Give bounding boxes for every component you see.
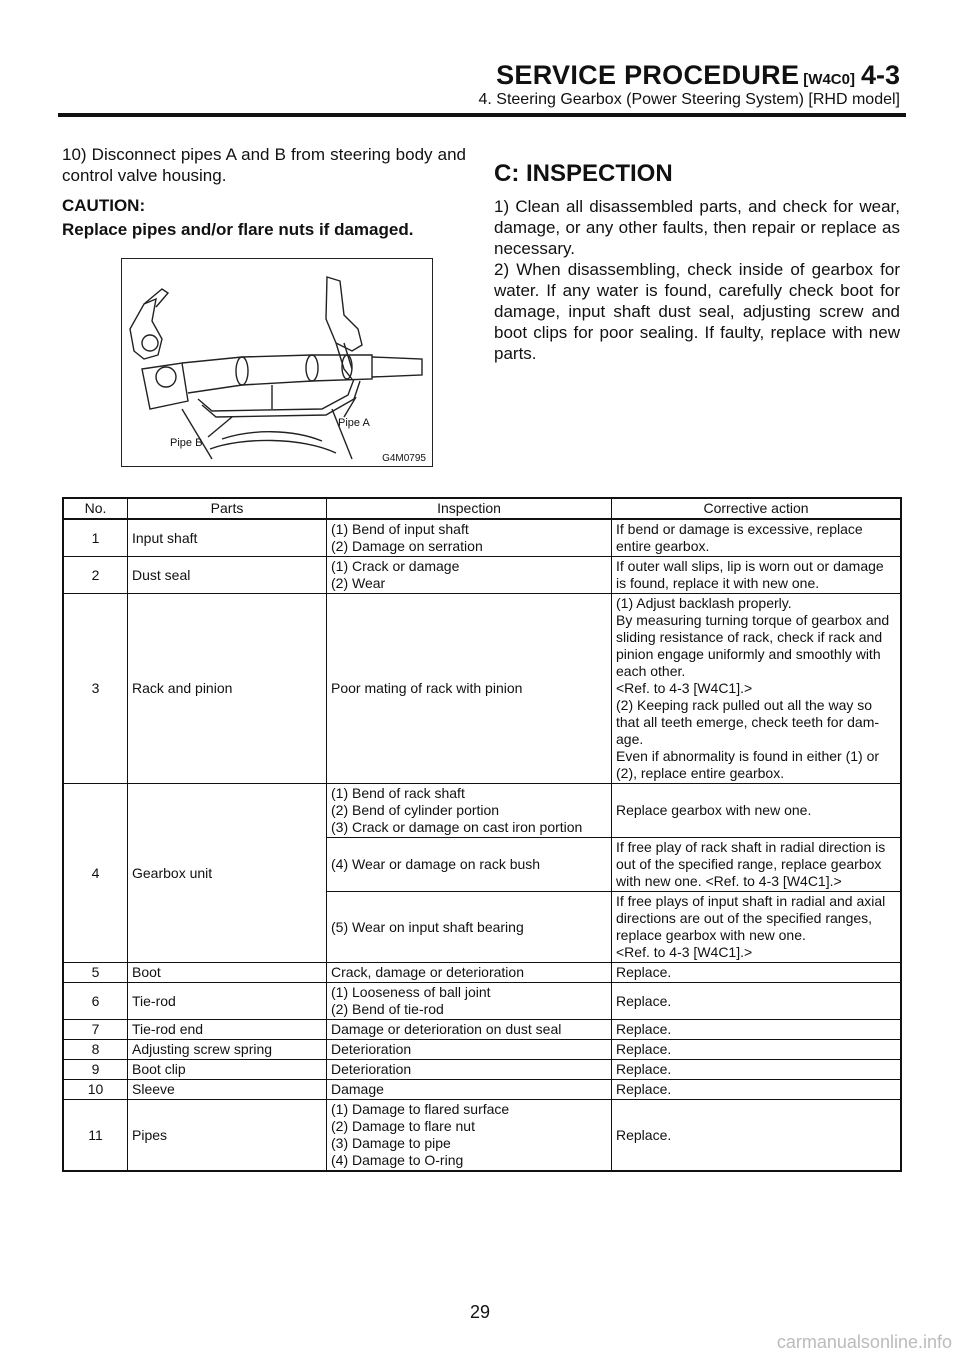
table-body [63,519,901,1171]
header-subtitle: 4. Steering Gearbox (Power Steering System) [RHD model] [478,91,900,108]
cell-line: Damage or deterioration on dust seal [331,1021,562,1037]
inspection-step-1: 1) Clean all disassembled parts, and check for wear, damage, or any other faults, then repair or replace as necessary. [494,197,900,258]
cell-line: <Ref. to 4-3 [W4C1].> [616,680,753,696]
row-inspection [327,1060,612,1080]
cell-line: Replace. [616,1126,672,1143]
cell-line: (2) Damage to flare nut [331,1118,475,1134]
watermark: carmanualsonline.info [776,1332,952,1352]
row-no: 10 [63,1080,128,1100]
cell-line: If free play of rack shaft in radial direction is out of the specified range, replace gearbox with new one. <Ref. to 4-3 [W4C1].> [616,839,886,889]
cell-line: (1) Looseness of ball joint [331,984,491,1000]
cell-line: (1) Adjust backlash properly. [616,595,792,611]
table-row [63,983,901,1020]
row-inspection [327,1020,612,1040]
row-inspection [327,1080,612,1100]
row-part: Dust seal [128,557,327,594]
cell-line: Even if abnormality is found in either (1) or (2), replace entire gearbox. [616,748,880,781]
header-rule [58,113,906,117]
row-corrective-action [612,1080,902,1100]
cell-line: (3) Crack or damage on cast iron portion [331,819,583,835]
cell-line: (2) Bend of tie-rod [331,1001,444,1017]
header-code: [W4C0] [803,71,855,88]
cell-line: (3) Damage to pipe [331,1135,451,1151]
cell-line: If free plays of input shaft in radial and axial directions are out of the specified ranges, replace gearbox with new one. [616,893,886,943]
row-no: 9 [63,1060,128,1080]
row-no: 4 [63,784,128,963]
row-inspection [327,594,612,784]
row-corrective-action [612,838,902,892]
table-header-row [63,498,901,519]
cell-line: Replace gearbox with new one. [616,802,812,818]
row-inspection [327,557,612,594]
row-no: 11 [63,1100,128,1172]
cell-line: (1) Bend of input shaft [331,521,469,537]
table-row [63,963,901,983]
cell-line: Replace. [616,1061,672,1077]
row-no: 3 [63,594,128,784]
cell-line: Replace. [616,1041,672,1057]
row-corrective-action [612,594,902,784]
row-corrective-action [612,983,902,1020]
cell-line: Replace. [616,1021,672,1037]
cell-line: (1) Damage to flared surface [331,1101,510,1117]
caution-heading: CAUTION: [62,196,146,215]
cell-line: Poor mating of rack with pinion [331,680,523,696]
header-corrective-action: Corrective action [612,498,902,519]
row-no: 7 [63,1020,128,1040]
caution-text: Replace pipes and/or flare nuts if damaged. [62,220,414,239]
header-section: 4-3 [860,60,900,90]
row-no: 2 [63,557,128,594]
row-part: Sleeve [128,1080,327,1100]
header-title: SERVICE PROCEDURE [496,60,800,90]
row-no: 8 [63,1040,128,1060]
table-row [63,1040,901,1060]
inspection-step-2: 2) When disassembling, check inside of gearbox for water. If any water is found, carefully check boot for damage, input shaft dust seal, adjusting screw and boot clips for poor sealing. If faulty, replace with new parts. [494,260,900,363]
table-row [63,1060,901,1080]
row-corrective-action [612,892,902,963]
row-inspection [327,983,612,1020]
row-corrective-action [612,519,902,557]
cell-line: Crack, damage or deterioration [331,964,524,980]
pipe-a-label: Pipe A [338,417,370,429]
cell-line: By measuring turning torque of gearbox and sliding resistance of rack, check if rack and pinion engage uniformly and smoothly with each other. [616,612,890,679]
page-number: 29 [469,1302,491,1322]
row-inspection [327,963,612,983]
table-row [63,1100,901,1172]
step-10: 10) Disconnect pipes A and B from steering body and control valve housing. [62,145,466,185]
figure-code: G4M0795 [382,453,426,464]
cell-line: (2) Wear [331,575,386,591]
row-inspection [327,1040,612,1060]
row-corrective-action [612,1040,902,1060]
row-part: Gearbox unit [128,784,327,963]
pipe-removal-figure [121,258,433,467]
row-part: Boot clip [128,1060,327,1080]
row-inspection [327,519,612,557]
table-row [63,519,901,557]
cell-line: Replace. [616,1081,672,1097]
page-header [340,60,900,91]
row-part: Boot [128,963,327,983]
cell-line: Replace. [616,964,672,980]
cell-line: (1) Crack or damage [331,558,460,574]
row-part: Input shaft [128,519,327,557]
header-inspection: Inspection [327,498,612,519]
cell-line: Damage [331,1081,384,1097]
row-part: Rack and pinion [128,594,327,784]
row-no: 6 [63,983,128,1020]
pipe-b-label: Pipe B [170,437,203,449]
cell-line: (2) Keeping rack pulled out all the way so that all teeth emerge, check teeth for dam-age. [616,697,880,747]
row-corrective-action [612,557,902,594]
table-row [63,1080,901,1100]
cell-line: If outer wall slips, lip is worn out or damage is found, replace it with new one. [616,558,884,591]
row-corrective-action [612,1100,902,1172]
table-row [63,784,901,838]
cell-line: (5) Wear on input shaft bearing [331,918,524,935]
cell-line: (1) Bend of rack shaft [331,785,465,801]
table-row [63,594,901,784]
row-part: Tie-rod end [128,1020,327,1040]
row-part: Pipes [128,1100,327,1172]
table-row [63,1020,901,1040]
inspection-table [62,497,902,1172]
row-inspection [327,1100,612,1172]
row-inspection [327,784,612,838]
table-row [63,557,901,594]
cell-line: Deterioration [331,1061,412,1077]
header-no: No. [63,498,128,519]
cell-line: (2) Bend of cylinder portion [331,802,500,818]
section-heading: C: INSPECTION [494,160,673,187]
row-corrective-action [612,963,902,983]
row-inspection [327,838,612,892]
row-no: 5 [63,963,128,983]
cell-line: Replace. [616,992,672,1009]
cell-line: (4) Wear or damage on rack bush [331,856,541,872]
cell-line: Deterioration [331,1041,412,1057]
row-inspection [327,892,612,963]
row-no: 1 [63,519,128,557]
row-corrective-action [612,1060,902,1080]
cell-line: (2) Damage on serration [331,538,483,554]
header-parts: Parts [128,498,327,519]
row-corrective-action [612,784,902,838]
row-part: Tie-rod [128,983,327,1020]
cell-line: (4) Damage to O-ring [331,1152,464,1168]
cell-line: <Ref. to 4-3 [W4C1].> [616,944,753,960]
row-corrective-action [612,1020,902,1040]
cell-line: If bend or damage is excessive, replace entire gearbox. [616,521,863,554]
row-part: Adjusting screw spring [128,1040,327,1060]
gearbox-illustration [122,259,432,466]
